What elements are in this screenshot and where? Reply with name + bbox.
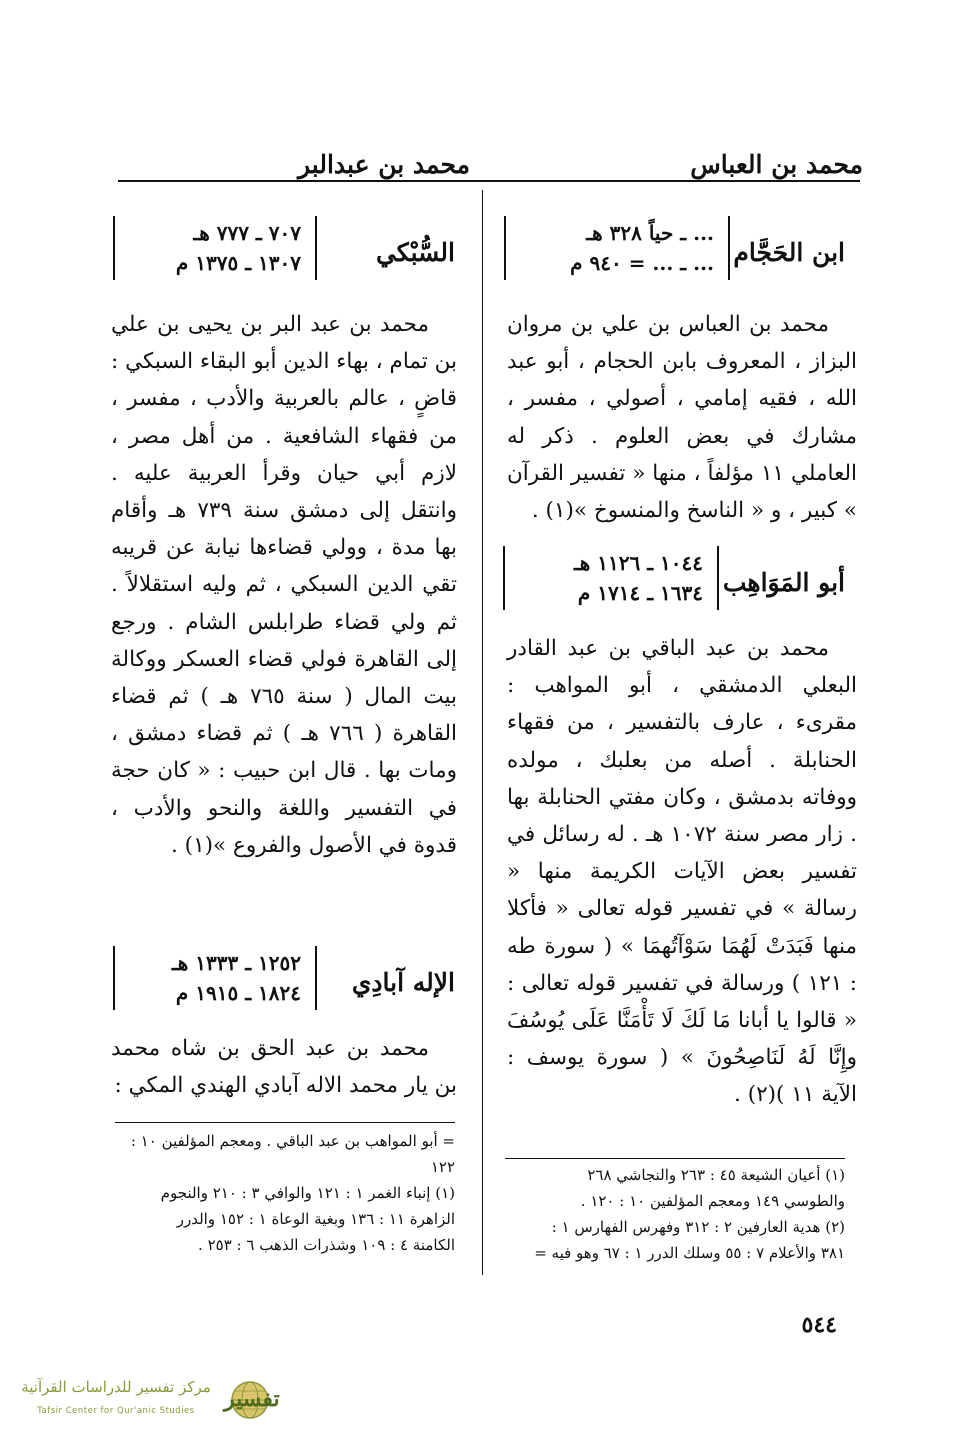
footnote-line: ١٢٢ <box>430 1158 455 1176</box>
logo-arabic-word: تفسير <box>224 1386 280 1412</box>
footnote-line: الزاهرة ١١ : ١٣٦ وبغية الوعاة ١ : ١٥٢ والدرر <box>176 1210 455 1228</box>
footnotes <box>500 1162 845 1266</box>
running-header-left: محمد بن عبدالبر <box>298 150 470 179</box>
footnote-line: (١) أعيان الشيعة ٤٥ : ٢٦٣ والنجاشي ٢٦٨ <box>587 1166 845 1184</box>
dates-bracket <box>113 946 317 1010</box>
header-rule <box>118 180 860 182</box>
footnote-line: = أبو المواهب بن عبد الباقي . ومعجم المؤلفين ١٠ : <box>130 1132 455 1150</box>
footnote-line: الكامنة ٤ : ١٠٩ وشذرات الذهب ٦ : ٢٥٣ . <box>198 1236 455 1254</box>
page-number: ٥٤٤ <box>801 1312 837 1338</box>
tafsir-center-logo <box>12 1372 287 1428</box>
dates-hijri: ٧٠٧ ـ ٧٧٧ هـ <box>193 221 301 245</box>
dates-hijri: ١٠٤٤ ـ ١١٢٦ هـ <box>573 551 703 575</box>
entry-text <box>111 1030 457 1104</box>
dates-hijri: ... ـ حياً ٣٢٨ هـ <box>586 221 714 245</box>
footnotes <box>110 1128 455 1258</box>
entry-paragraph: محمد بن عبد الحق بن شاه محمد بن يار محمد الاله آبادي الهندي المكي : <box>111 1036 457 1099</box>
dates-gregorian: ١٣٠٧ ـ ١٣٧٥ م <box>175 251 301 275</box>
dates-gregorian: ... ـ ... = ٩٤٠ م <box>570 251 714 275</box>
entry-paragraph: محمد بن عبد الباقي بن عبد القادر البعلي الدمشقي ، أبو المواهب : مقرىء ، عارف بالتفسير ، من فقهاء الحنابلة . أصله من بعلبك ، مولده ووفاته بدمشق ، وكان مفتي الحنابلة بها . زار مصر سنة ١٠٧٢ هـ . له رسائل في تفسير بعض الآيات الكريمة منها « رسالة » في تفسير قوله تعالى « فأكلا منها فَبَدَتْ لَهُمَا سَوْآتُهمَا » ( سورة طه : ١٢١ ) ورسالة في تفسير قوله تعالى : « قالوا يا أبانا مَا لَكَ لَا تَأْمَنَّا عَلَى يُوسُفَ وإِنَّا لَهُ لَنَاصِحُونَ » ( سورة يوسف : الآية ١١ )(٢) . <box>507 636 858 1108</box>
entry-name-al-subki: السُّبْكي <box>375 238 455 267</box>
entry-name-al-ilah-abadi: الإله آبادِي <box>351 968 455 997</box>
dates-bracket <box>503 546 719 610</box>
entry-text <box>507 306 857 529</box>
entry-paragraph: محمد بن العباس بن علي بن مروان البزاز ، المعروف بابن الحجام ، أبو عبد الله ، فقيه إمامي ، أصولي ، مفسر ، مشارك في بعض العلوم . ذكر له العاملي ١١ مؤلفاً ، منها « تفسير القرآن » كبير ، و « الناسخ والمنسوخ »(١) . <box>507 312 857 524</box>
dates-hijri: ١٢٥٢ ـ ١٣٣٣ هـ <box>171 951 301 975</box>
entry-name-ibn-al-hajjam: ابن الحَجَّام <box>733 238 845 267</box>
dates-bracket <box>113 216 317 280</box>
entry-text <box>111 306 457 864</box>
dates-gregorian: ١٦٣٤ ـ ١٧١٤ م <box>577 581 703 605</box>
footnote-rule <box>115 1122 455 1123</box>
dates-bracket <box>504 216 730 280</box>
footnote-line: والطوسي ١٤٩ ومعجم المؤلفين ١٠ : ١٢٠ . <box>580 1192 845 1210</box>
footnote-line: (١) إنباء الغمر ١ : ١٢١ والوافي ٣ : ٢١٠ والنجوم <box>160 1184 455 1202</box>
footnote-line: ٣٨١ والأعلام ٧ : ٥٥ وسلك الدرر ١ : ٦٧ وهو فيه = <box>534 1244 845 1262</box>
dates-gregorian: ١٨٢٤ ـ ١٩١٥ م <box>175 981 301 1005</box>
footnote-rule <box>505 1158 845 1159</box>
entry-paragraph: محمد بن عبد البر بن يحيى بن علي بن تمام ، بهاء الدين أبو البقاء السبكي : قاضٍ ، عالم بالعربية والأدب ، مفسر ، من فقهاء الشافعية . من أهل مصر ، لازم أبي حيان وقرأ العربية عليه . وانتقل إلى دمشق سنة ٧٣٩ هـ وأقام بها مدة ، وولي قضاءها نيابة عن قريبه تقي الدين السبكي ، ثم وليه استقلالاً . ثم ولي قضاء طرابلس الشام . ورجع إلى القاهرة فولي قضاء العسكر ووكالة بيت المال ( سنة ٧٦٥ هـ ) ثم قضاء القاهرة ( ٧٦٦ هـ ) ثم قضاء دمشق ، ومات بها . قال ابن حبيب : « كان حجة في التفسير واللغة والنحو والأدب ، قدوة في الأصول والفروع »(١) . <box>111 312 457 858</box>
footnote-line: (٢) هدية العارفين ٢ : ٣١٢ وفهرس الفهارس ١ : <box>551 1218 845 1236</box>
logo-arabic-name: مركز تفسير للدراسات القرآنية <box>21 1378 211 1396</box>
running-header-right: محمد بن العباس <box>690 150 863 179</box>
logo-english-name: Tafsir Center for Qur'anic Studies <box>37 1406 195 1416</box>
entry-name-abu-al-mawahib: أبو المَوَاهِب <box>722 568 845 597</box>
column-divider <box>482 190 483 1275</box>
entry-text <box>507 630 857 1114</box>
